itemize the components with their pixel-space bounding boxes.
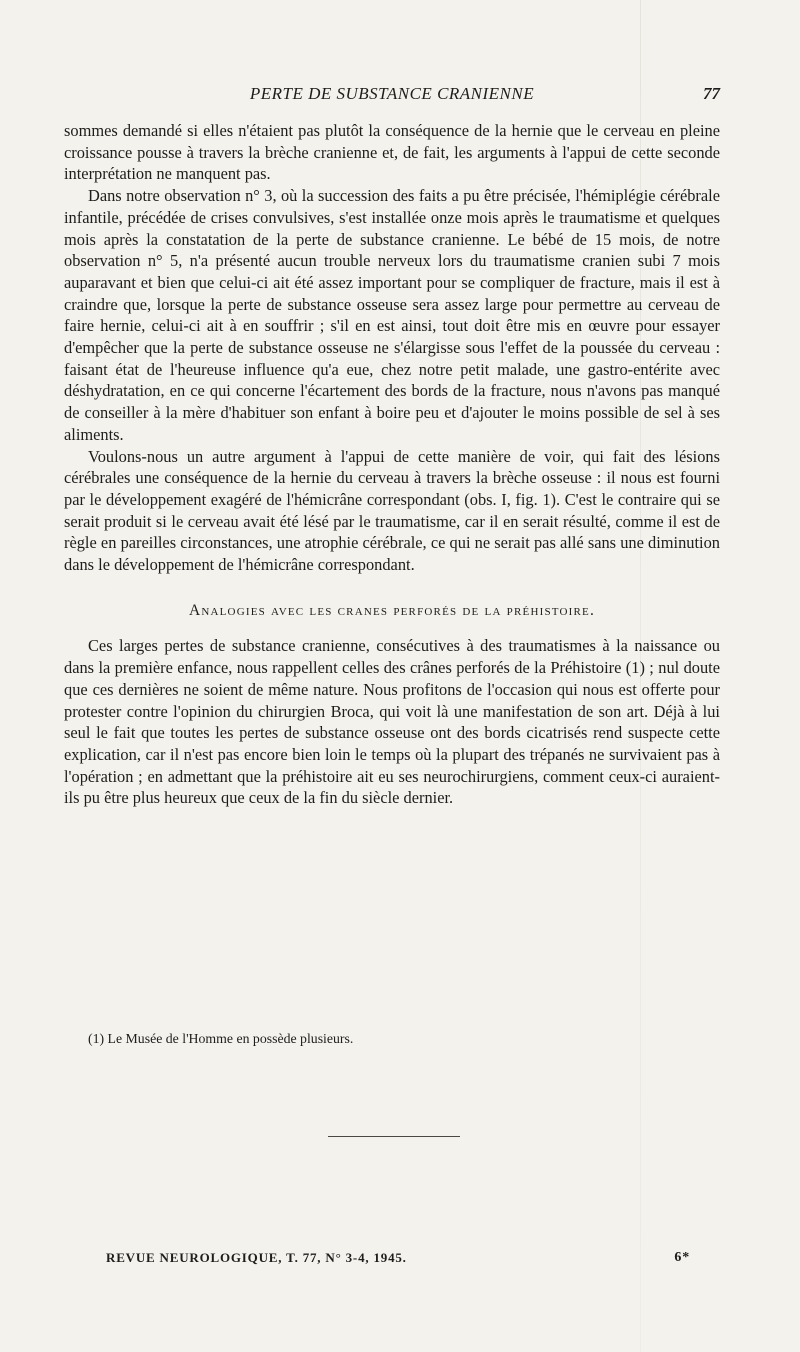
section-heading: Analogies avec les cranes perforés de la préhistoire. <box>188 601 596 619</box>
journal-reference: REVUE NEUROLOGIQUE, T. 77, N° 3-4, 1945. <box>106 1250 407 1265</box>
page-footer <box>106 1250 690 1270</box>
footnote: (1) Le Musée de l'Homme en possède plusieurs. <box>88 1031 354 1046</box>
page-number: 77 <box>703 84 720 103</box>
paragraph-argument: Voulons-nous un autre argument à l'appui de cette manière de voir, qui fait des lésions cérébrales une conséquence de la hernie du cerveau à travers la brèche osseuse : il nous est fourni par le développement exagéré de l'hémicrâne correspondant (obs. I, fig. 1). C'est le contraire qui se serait produit si le cerveau avait été lésé par le traumatisme, car il en serait résulté, comme il est de règle en pareilles circonstances, une atrophie cérébrale, ce qui ne serait pas allé sans une diminution dans le développement de l'hémicrâne correspondant. <box>64 446 720 575</box>
paragraph-continuation: sommes demandé si elles n'étaient pas plutôt la conséquence de la hernie que le cerveau en pleine croissance pousse à travers la brèche cranienne et, de fait, les arguments à l'appui de cette seconde interprétation ne manquent pas. <box>64 121 720 184</box>
body-text <box>64 120 720 809</box>
paragraph-prehistory: Ces larges pertes de substance cranienne, consécutives à des traumatismes à la naissance ou dans la première enfance, nous rappellent celles des crânes perforés de la Préhistoire (1) ; nul doute que ces dernières ne soient de même nature. Nous profitons de l'occasion qui nous est offerte pour protester contre l'opinion du chirurgien Broca, qui voit là une manifestation de son art. Déjà à lui seul le fait que toutes les pertes de substance osseuse ont des bords cicatrisés rend suspecte cette explication, car il n'est pas encore bien loin le temps où la plupart des trépanés ne survivaient pas à l'opération ; en admettant que la préhistoire ait eu ses neurochirurgiens, comment ceux-ci auraient-ils pu être plus heureux que ceux de la fin du siècle dernier. <box>64 636 720 808</box>
paragraph-observation-3: Dans notre observation n° 3, où la succession des faits a pu être précisée, l'hémiplégie cérébrale infantile, précédée de crises convulsives, s'est installée onze mois après le traumatisme et quelques mois après la constatation de la perte de substance cranienne. Le bébé de 15 mois, de notre observation n° 5, n'a présenté aucun trouble nerveux lors du traumatisme cranien subi 7 mois auparavant et bien que celui-ci ait été assez important pour se compliquer de fracture, mais il est à craindre que, lorsque la perte de substance osseuse sera assez large pour permettre au cerveau de faire hernie, celui-ci ait à en souffrir ; s'il en est ainsi, tout doit être mis en œuvre pour essayer d'empêcher que la perte de substance osseuse ne s'élargisse sous l'effet de la poussée du cerveau : faisant état de l'heureuse influence qu'a eue, chez notre petit malade, une gastro-entérite avec déshydratation, en ce qui concerne l'écartement des bords de la fracture, nous n'avons pas manqué de conseiller à la mère d'habituer son enfant à boire peu et d'ajouter le moins possible de sel à ses aliments. <box>64 186 720 444</box>
page-header <box>64 84 720 110</box>
separator-rule <box>328 1136 460 1137</box>
signature-mark: 6* <box>674 1250 690 1265</box>
running-title: PERTE DE SUBSTANCE CRANIENNE <box>249 84 535 103</box>
